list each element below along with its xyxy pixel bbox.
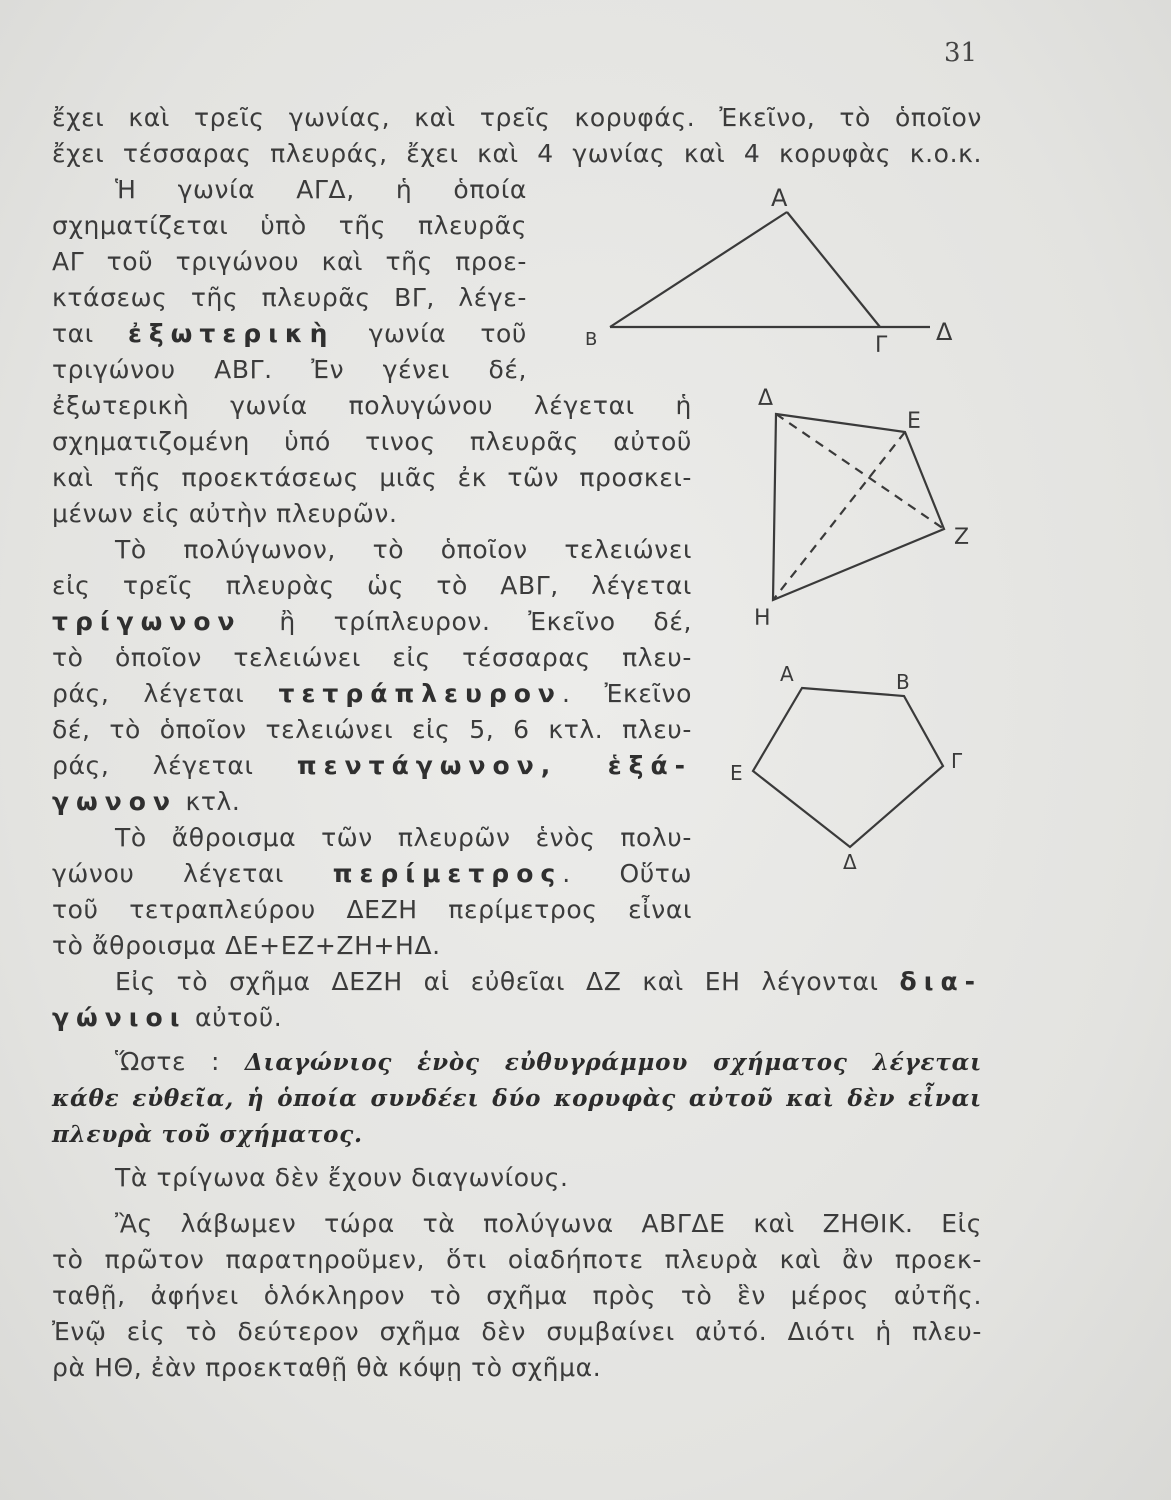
text-line-9: ἐξωτερικὴ γωνία πολυγώνου λέγεται ἡ [52,391,692,420]
label-pent-d: Δ [843,850,857,874]
text-line-32: ρὰ ΗΘ, ἐὰν προεκταθῇ θὰ κόψῃ τὸ σχῆμα. [52,1353,602,1382]
text-line-3: Ἡ γωνία ΑΓΔ, ἡ ὁποία [115,175,527,204]
text-line-12: μένων εἰς αὐτὴν πλευρῶν. [52,499,398,528]
page-number: 31 [944,38,978,68]
text-word: ράς, λέγεται [52,751,254,780]
text-word: . Ἐκεῖνο [561,679,693,708]
label-quad-z: Ζ [954,525,970,550]
text-line-24: τὸ ἄθροισμα ΔΕ+ΕΖ+ΖΗ+ΗΔ. [52,931,441,960]
label-quad-d: Δ [758,386,774,411]
text-word: γωνία τοῦ [368,319,527,348]
text-word: ράς, λέγεται [52,679,245,708]
definition-text: κάθε εὐθεῖα, ἡ ὁποία συνδέει δύο κορυφὰς αὐτοῦ καὶ δὲν εἶναι [52,1085,982,1112]
text-line-18: δέ, τὸ ὁποῖον τελειώνει εἰς 5, 6 κτλ. πλευ- [52,715,692,744]
label-pent-b: Β [896,670,910,694]
label-triangle-a: Α [771,184,788,212]
text-word: ἢ τρίπλευρον. Ἐκεῖνο δέ, [279,607,692,636]
term-diagonioi-1: δια- [899,967,983,996]
term-exagonon: γωνον [52,787,177,816]
text-line-11: καὶ τῆς προεκτάσεως μιᾶς ἐκ τῶν προσκει- [52,463,692,492]
text-word: Ὥστε : [115,1047,220,1076]
text-word: αὐτοῦ. [195,1003,283,1032]
definition-text: Διαγώνιος ἑνὸς εὐθυγράμμου σχήματος λέγεται [244,1049,983,1076]
text-line-10: σχηματιζομένη ὑπό τινος πλευρᾶς αὐτοῦ [52,427,692,456]
label-triangle-g: Γ [875,333,888,358]
text-line-27: Τὰ τρίγωνα δὲν ἔχουν διαγωνίους. [115,1163,569,1192]
text-line-6: κτάσεως τῆς πλευρᾶς ΒΓ, λέγε- [52,283,527,312]
label-pent-e: Ε [730,761,743,785]
text-line-16: τὸ ὁποῖον τελειώνει εἰς τέσσαρας πλευ- [52,643,692,672]
definition-text: πλευρὰ τοῦ σχήματος. [52,1121,363,1148]
pentagon-outline [753,688,943,847]
text-line-14: εἰς τρεῖς πλευρὰς ὡς τὸ ΑΒΓ, λέγεται [52,571,692,600]
text-line-1: ἔχει καὶ τρεῖς γωνίας, καὶ τρεῖς κορυφάς. Ἐκεῖνο, τὸ ὁποῖον [52,103,982,132]
term-trigonon: τρίγωνον [52,607,242,636]
term-pentagonon: πεντάγωνον, ἑξά- [296,751,692,780]
term-perimetros: περίμετρος [332,859,563,888]
text-line-28: Ἂς λάβωμεν τώρα τὰ πολύγωνα ΑΒΓΔΕ καὶ ΖΗΘΙΚ. Εἰς [115,1209,982,1238]
text-line-2: ἔχει τέσσαρας πλευράς, ἔχει καὶ 4 γωνίας καὶ 4 κορυφὰς κ.ο.κ. [52,139,982,168]
text-word: γώνου λέγεται [52,859,284,888]
term-exoteriki: ἐξωτερικὴ [127,319,335,348]
label-pent-a: Α [780,662,794,686]
text-line-31: Ἐνῷ εἰς τὸ δεύτερον σχῆμα δὲν συμβαίνει αὐτό. Διότι ἡ πλευ- [52,1317,982,1346]
text-line-21: Τὸ ἄθροισμα τῶν πλευρῶν ἑνὸς πολυ- [115,823,692,852]
text-word: . Οὕτω [562,859,692,888]
text-line-23: τοῦ τετραπλεύρου ΔΕΖΗ περίμετρος εἶναι [52,895,692,924]
text-word: ται [52,319,94,348]
text-line-30: ταθῇ, ἀφήνει ὁλόκληρον τὸ σχῆμα πρὸς τὸ ἓν μέρος αὐτῆς. [52,1281,982,1310]
text-word: κτλ. [185,787,241,816]
text-line-4: σχηματίζεται ὑπὸ τῆς πλευρᾶς [52,211,527,240]
label-triangle-d: Δ [936,318,953,346]
term-tetraplevron: τετράπλευρον [278,679,562,708]
text-word: Εἰς τὸ σχῆμα ΔΕΖΗ αἱ εὐθεῖαι ΔΖ καὶ ΕΗ λέγονται [115,967,879,996]
label-triangle-b: Β [585,329,598,350]
text-line-29: τὸ πρῶτον παρατηροῦμεν, ὅτι οἱαδήποτε πλευρὰ καὶ ἂν προεκ- [52,1245,982,1274]
label-quad-e: Ε [907,409,921,434]
text-line-8: τριγώνου ΑΒΓ. Ἐν γένει δέ, [52,355,527,384]
label-pent-g: Γ [951,749,963,773]
text-line-13: Τὸ πολύγωνον, τὸ ὁποῖον τελειώνει [115,535,692,564]
text-line-5: ΑΓ τοῦ τριγώνου καὶ τῆς προε- [52,247,527,276]
term-diagonioi-2: γώνιοι [52,1003,187,1032]
label-quad-h: Η [754,606,771,631]
